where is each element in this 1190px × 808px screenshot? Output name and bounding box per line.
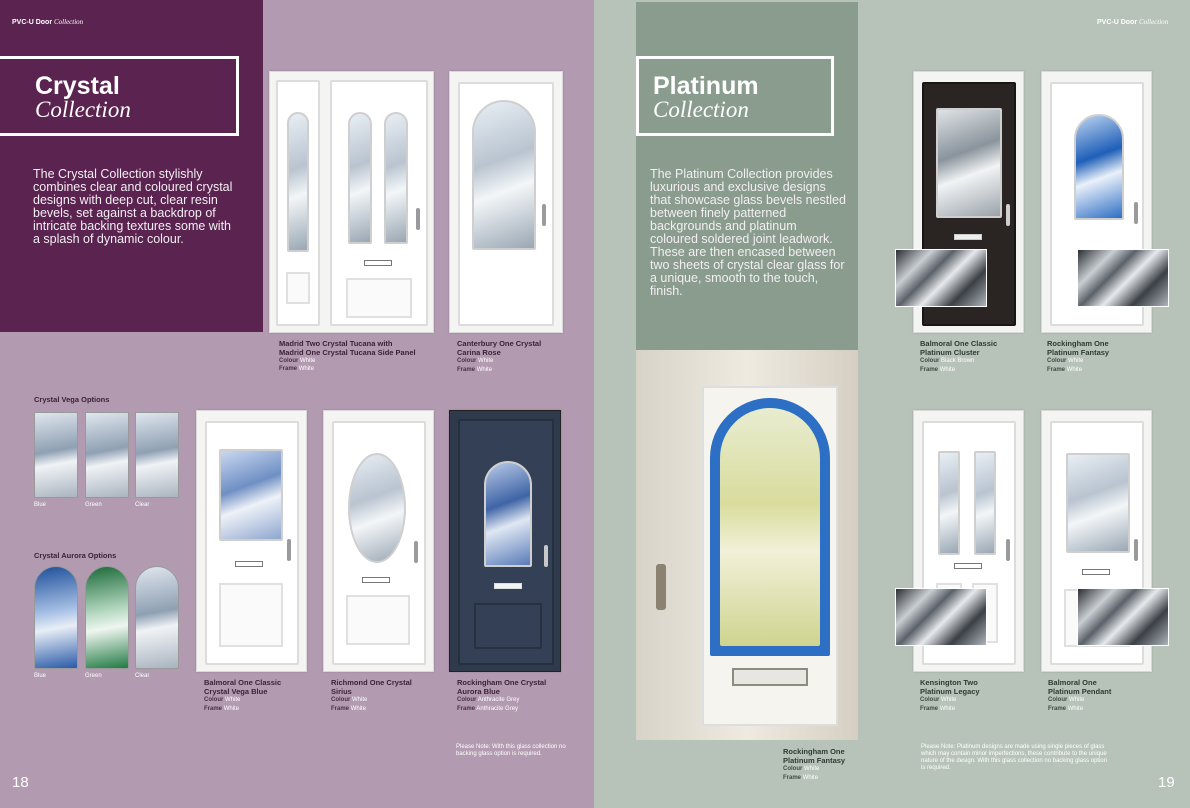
header-bold: PVC-U Door (12, 19, 53, 26)
platinum-subtitle: Collection (653, 97, 749, 122)
door-image-madrid (269, 71, 434, 333)
caption-rockingham-aurora: Rockingham One Crystal Aurora Blue Colour Anthracite Grey Frame Anthracite Grey (457, 678, 547, 712)
crystal-subtitle: Collection (35, 97, 131, 122)
caption-balmoral-pendant: Balmoral One Platinum Pendant Colour White Frame White (1048, 678, 1112, 712)
door-image-rockingham-aurora (449, 410, 561, 672)
vega-options-heading: Crystal Vega Options (34, 395, 110, 404)
aurora-label-green: Green (85, 673, 102, 679)
caption-balmoral-cluster: Balmoral One Classic Platinum Cluster Colour Black Brown Frame White (920, 339, 998, 373)
caption-canterbury: Canterbury One Crystal Carina Rose Colour White Frame White (457, 339, 542, 373)
caption-feature: Rockingham One Platinum Fantasy Colour White Frame White (783, 747, 846, 781)
caption-madrid: Madrid Two Crystal Tucana with Madrid One Crystal Tucana Side Panel Colour White Frame White (279, 339, 416, 372)
aurora-swatch-green (85, 566, 129, 669)
left-running-header (12, 18, 83, 26)
caption-rockingham-fantasy: Rockingham One Platinum Fantasy Colour White Frame White (1047, 339, 1110, 373)
vega-swatch-blue (34, 412, 78, 498)
vega-swatch-clear (135, 412, 179, 498)
right-running-header (1097, 18, 1168, 26)
vega-label-clear: Clear (135, 502, 150, 508)
feature-door-photo (636, 350, 858, 740)
header-italic-right: Collection (1139, 18, 1169, 26)
door-image-balmoral-vega (196, 410, 307, 672)
aurora-swatch-clear (135, 566, 179, 669)
caption-richmond: Richmond One Crystal Sirius Colour White Frame White (331, 678, 412, 712)
closeup-cluster (895, 249, 987, 307)
closeup-fantasy (1077, 249, 1169, 307)
crystal-title-box (0, 56, 239, 136)
crystal-title: Crystal (35, 72, 120, 100)
crystal-intro-panel (0, 0, 263, 332)
aurora-swatch-blue (34, 566, 78, 669)
closeup-pendant (1077, 588, 1169, 646)
page-number-left: 18 (12, 774, 29, 791)
platinum-title: Platinum (653, 72, 759, 100)
aurora-label-clear: Clear (135, 673, 150, 679)
door-image-richmond (323, 410, 434, 672)
vega-swatch-green (85, 412, 129, 498)
caption-balmoral-vega: Balmoral One Classic Crystal Vega Blue Colour White Frame White (204, 678, 282, 712)
platinum-note: Please Note: Platinum designs are made using single pieces of glass which may contain minor imperfections, these contribute to the unique nature of the design. With this glass collection no backing glass option is required. (921, 744, 1108, 771)
page-number-right: 19 (1158, 774, 1175, 791)
aurora-label-blue: Blue (34, 673, 47, 679)
caption-kensington-legacy: Kensington Two Platinum Legacy Colour White Frame White (920, 678, 980, 712)
platinum-intro-text: The Platinum Collection provides luxurious and exclusive designs that showcase glass bevels nestled between finely patterned backgrounds and platinum coloured soldered joint leadwork. These are then encased between two sheets of crystal clear glass for a unique, smooth to the touch, finish. (650, 167, 846, 298)
vega-label-blue: Blue (34, 502, 47, 508)
platinum-title-box (636, 56, 834, 136)
closeup-legacy (895, 588, 987, 646)
crystal-intro-text: The Crystal Collection stylishly combines clear and coloured crystal designs with deep cut, clear resin bevels, set against a backdrop of intricate backing textures some with a splash of dynamic colour. (33, 167, 233, 246)
vega-label-green: Green (85, 502, 102, 508)
door-image-canterbury (449, 71, 563, 333)
header-italic: Collection (54, 18, 84, 26)
crystal-note: Please Note: With this glass collection no backing glass option is required. (456, 744, 566, 757)
header-bold-right: PVC-U Door (1097, 19, 1138, 26)
aurora-options-heading: Crystal Aurora Options (34, 551, 117, 560)
